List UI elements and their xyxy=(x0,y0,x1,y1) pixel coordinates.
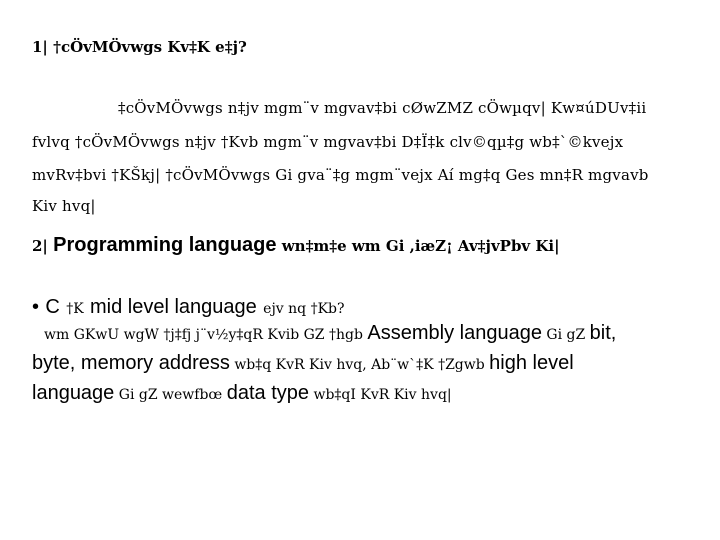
bullet-small-1: †K xyxy=(66,301,84,317)
paragraph-1-line-1: ‡cÖvMÖvwgs n‡jv mgm¨v mgvav‡bi cØwZMZ cÖwµqv| Kw¤úDUv‡ii xyxy=(118,99,647,117)
p2-l2-c: high level xyxy=(489,352,574,374)
p2-l3-c: data type xyxy=(226,382,310,404)
p2-l1-a: wm GKwU wgW †j‡fj j¨v½y‡qR Kvib GZ †hgb xyxy=(44,327,363,343)
paragraph-2-line-2 xyxy=(32,352,574,375)
paragraph-1-line-4: Kiv hvq| xyxy=(32,197,96,215)
p2-l1-b: Assembly language xyxy=(367,322,542,344)
bullet-c: C xyxy=(45,296,60,318)
p2-l1-c: Gi gZ xyxy=(546,327,586,343)
p2-l3-b: Gi gZ wewfbœ xyxy=(118,387,223,403)
heading-2 xyxy=(32,234,560,257)
bullet-small-2: ejv nq †Kb? xyxy=(263,301,345,317)
paragraph-2-line-1 xyxy=(44,322,616,345)
paragraph-1-line-3: mvRv‡bvi †KŠkj| †cÖvMÖvwgs Gi gva¨‡g mgm¨vejx Aí mg‡q Ges mn‡R mgvavb xyxy=(32,166,649,184)
bullet-mid-term: mid level language xyxy=(90,296,257,318)
p2-l2-b: wb‡q KvR Kiv hvq, Ab¨w`‡K †Zgwb xyxy=(234,357,485,373)
bullet-line xyxy=(32,294,345,319)
heading-2-rest: wn‡m‡e wm Gi ,iæZ¡ Av‡jvPbv Ki| xyxy=(281,237,560,255)
bullet-symbol: • xyxy=(32,296,40,318)
p2-l3-a: language xyxy=(32,382,115,404)
p2-l1-d: bit, xyxy=(589,322,617,344)
heading-2-number: 2| xyxy=(32,237,48,255)
heading-2-term: Programming language xyxy=(53,234,277,256)
p2-l2-a: byte, memory address xyxy=(32,352,230,374)
paragraph-1-line-2: fvlvq †cÖvMÖvwgs n‡jv †Kvb mgm¨v mgvav‡bi D‡Ï‡k clv©qµ‡g wb‡`©kvejx xyxy=(32,133,624,151)
paragraph-2-line-3 xyxy=(32,382,452,405)
heading-1: 1| †cÖvMÖvwgs Kv‡K e‡j? xyxy=(32,38,247,56)
p2-l3-d: wb‡qI KvR Kiv hvq| xyxy=(313,387,452,403)
